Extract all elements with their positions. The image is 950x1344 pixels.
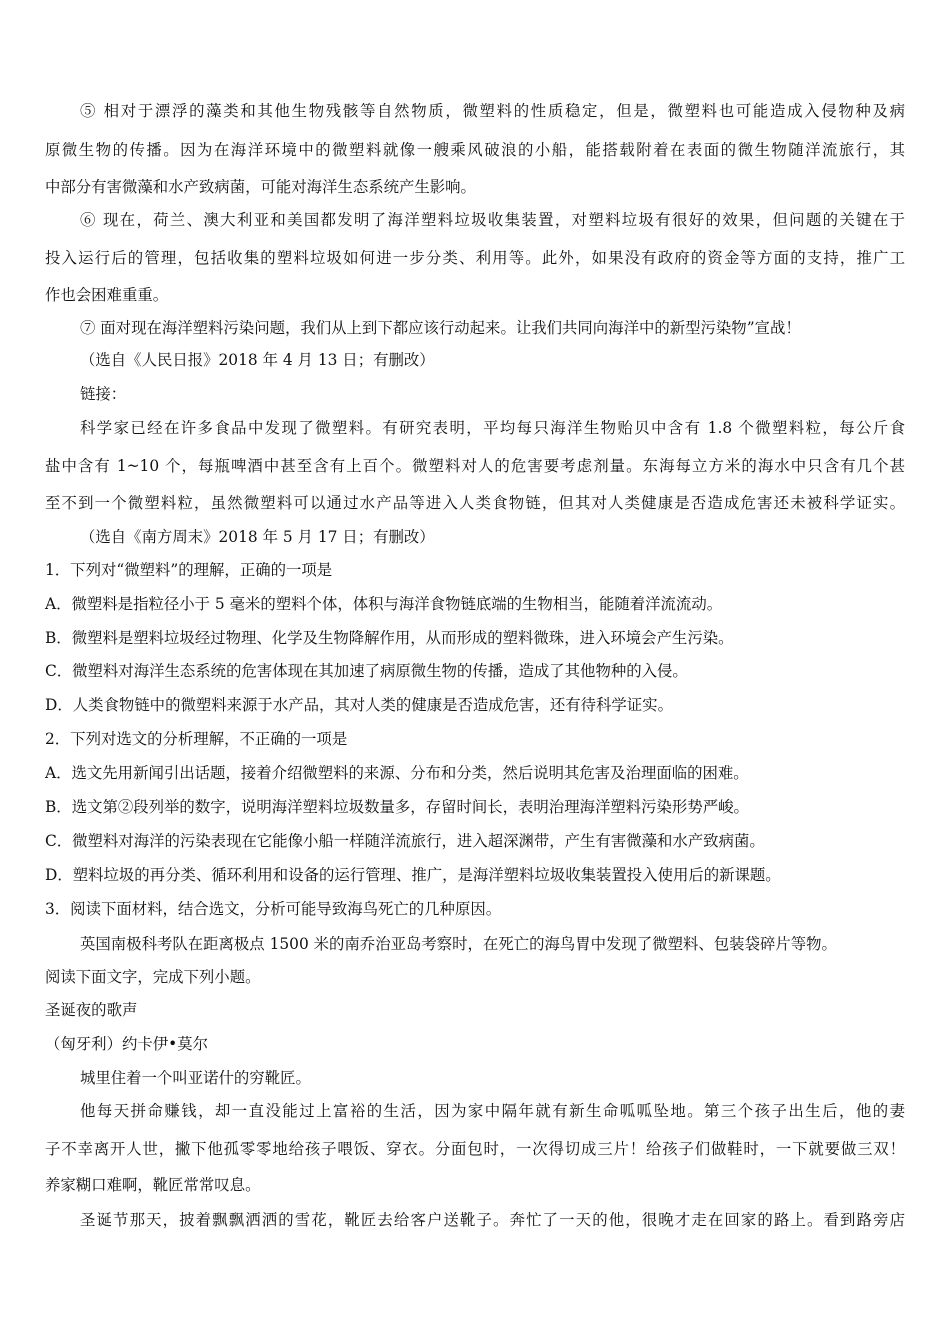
question-3-material: 英国南极科考队在距离极点 1500 米的南乔治亚岛考察时，在死亡的海鸟胃中发现了微塑料、包装袋碎片等物。 (80, 935, 837, 953)
question-1-option-d: D．人类食物链中的微塑料来源于水产品，其对人类的健康是否造成危害，还有待科学证实。 (45, 696, 673, 714)
paragraph-5-line-2: 原微生物的传播。因为在海洋环境中的微塑料就像一艘乘风破浪的小船，能搭载附着在表面的微生物随洋流旅行，其 (45, 141, 905, 159)
question-2-option-d: D．塑料垃圾的再分类、循环利用和设备的运行管理、推广，是海洋塑料垃圾收集装置投入使用后的新课题。 (45, 866, 781, 884)
paragraph-6-line-2: 投入运行后的管理，包括收集的塑料垃圾如何进一步分类、利用等。此外，如果没有政府的资金等方面的支持，推广工 (45, 249, 905, 267)
link-source-citation: （选自《南方周末》2018 年 5 月 17 日；有删改） (80, 528, 435, 546)
question-1-option-a: A．微塑料是指粒径小于 5 毫米的塑料个体，体积与海洋食物链底端的生物相当，能随着洋流流动。 (45, 595, 723, 613)
link-text-line-1: 科学家已经在许多食品中发现了微塑料。有研究表明，平均每只海洋生物贻贝中含有 1.8 个微塑料粒，每公斤食 (80, 419, 905, 437)
source-citation: （选自《人民日报》2018 年 4 月 13 日；有删改） (80, 351, 435, 369)
paragraph-5-line-3: 中部分有害微藻和水产致病菌，可能对海洋生态系统产生影响。 (45, 178, 476, 196)
reading-instruction: 阅读下面文字，完成下列小题。 (45, 968, 261, 986)
paragraph-6-line-1: ⑥ 现在，荷兰、澳大利亚和美国都发明了海洋塑料垃圾收集装置，对塑料垃圾有很好的效果，但问题的关键在于 (80, 211, 905, 229)
question-1-option-b: B．微塑料是塑料垃圾经过物理、化学及生物降解作用，从而形成的塑料微珠，进入环境会产生污染。 (45, 629, 734, 647)
paragraph-6-line-3: 作也会困难重重。 (45, 286, 169, 304)
question-1-stem: 1．下列对“微塑料”的理解，正确的一项是 (45, 561, 333, 579)
link-label: 链接： (80, 385, 127, 403)
paragraph-5-line-1: ⑤ 相对于漂浮的藻类和其他生物残骸等自然物质，微塑料的性质稳定，但是，微塑料也可能造成入侵物种及病 (80, 102, 905, 120)
question-2-option-b: B．选文第②段列举的数字，说明海洋塑料垃圾数量多，存留时间长，表明治理海洋塑料污染形势严峻。 (45, 798, 749, 816)
story-paragraph-1: 城里住着一个叫亚诺什的穷靴匠。 (80, 1069, 311, 1087)
story-title: 圣诞夜的歌声 (45, 1001, 138, 1019)
story-paragraph-2-line-1: 他每天拼命赚钱，却一直没能过上富裕的生活，因为家中隔年就有新生命呱呱坠地。第三个孩子出生后，他的妻 (80, 1102, 905, 1120)
question-2-option-c: C．微塑料对海洋的污染表现在它能像小船一样随洋流旅行，进入超深渊带，产生有害微藻和水产致病菌。 (45, 832, 765, 850)
link-text-line-2: 盐中含有 1~10 个，每瓶啤酒中甚至含有上百个。微塑料对人的危害要考虑剂量。东海每立方米的海水中只含有几个甚 (45, 457, 905, 475)
story-paragraph-3-line-1: 圣诞节那天，披着飘飘洒洒的雪花，靴匠去给客户送靴子。奔忙了一天的他，很晚才走在回家的路上。看到路旁店 (80, 1211, 905, 1229)
question-2-stem: 2．下列对选文的分析理解，不正确的一项是 (45, 730, 348, 748)
question-3-stem: 3．阅读下面材料，结合选文，分析可能导致海鸟死亡的几种原因。 (45, 900, 502, 918)
story-author: （匈牙利）约卡伊•莫尔 (45, 1035, 208, 1053)
question-2-option-a: A．选文先用新闻引出话题，接着介绍微塑料的来源、分布和分类，然后说明其危害及治理面临的困难。 (45, 764, 749, 782)
question-1-option-c: C．微塑料对海洋生态系统的危害体现在其加速了病原微生物的传播，造成了其他物种的入侵。 (45, 662, 688, 680)
story-paragraph-2-line-3: 养家糊口难啊，靴匠常常叹息。 (45, 1176, 261, 1194)
story-paragraph-2-line-2: 子不幸离开人世，撇下他孤零零地给孩子喂饭、穿衣。分面包时，一次得切成三片！给孩子们做鞋时，一下就要做三双！ (45, 1140, 905, 1158)
link-text-line-3: 至不到一个微塑料粒，虽然微塑料可以通过水产品等进入人类食物链，但其对人类健康是否造成危害还未被科学证实。 (45, 494, 905, 512)
paragraph-7: ⑦ 面对现在海洋塑料污染问题，我们从上到下都应该行动起来。让我们共同向海洋中的新型污染物”宣战！ (80, 319, 801, 337)
